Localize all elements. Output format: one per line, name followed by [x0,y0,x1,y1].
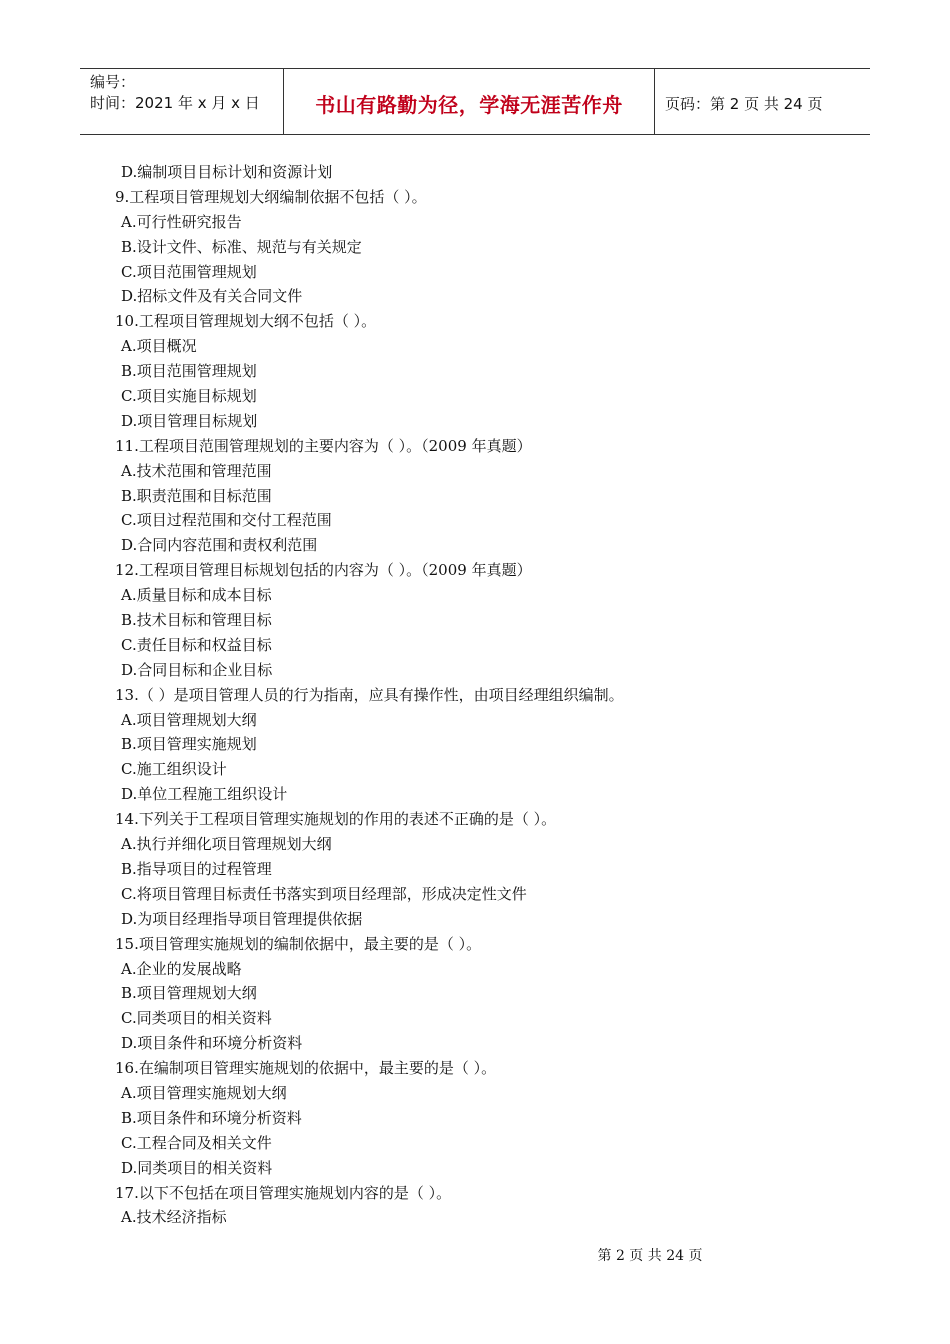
answer-option: C.项目范围管理规划 [121,262,257,281]
answer-option: D.合同目标和企业目标 [121,660,273,679]
answer-option: D.项目管理目标规划 [121,411,258,430]
page-header [80,68,870,135]
answer-option: D.合同内容范围和责权利范围 [121,536,318,555]
question-stem: 12.工程项目管理目标规划包括的内容为（ ）。（2009 年真题） [115,561,532,580]
answer-option: C.责任目标和权益目标 [121,635,272,654]
header-motto-cell [283,69,655,134]
question-stem: 9.工程项目管理规划大纲编制依据不包括（ ）。 [115,187,427,206]
answer-option: B.项目范围管理规划 [121,362,257,381]
question-stem: 10.工程项目管理规划大纲不包括（ ）。 [115,312,377,331]
answer-option: D.同类项目的相关资料 [121,1158,273,1177]
answer-option: A.技术经济指标 [121,1208,227,1227]
header-meta [80,69,283,134]
answer-option: B.设计文件、标准、规范与有关规定 [121,237,362,256]
answer-option: A.企业的发展战略 [121,959,242,978]
answer-option: C.工程合同及相关文件 [121,1133,272,1152]
answer-option: A.项目管理实施规划大纲 [121,1083,287,1102]
question-stem: 16.在编制项目管理实施规划的依据中，最主要的是（ ）。 [115,1059,497,1078]
answer-option: A.执行并细化项目管理规划大纲 [121,835,332,854]
answer-option: B.项目条件和环境分析资料 [121,1108,302,1127]
question-stem: 17.以下不包括在项目管理实施规划内容的是（ ）。 [115,1183,452,1202]
answer-option: D.单位工程施工组织设计 [121,785,288,804]
answer-option: C.项目实施目标规划 [121,387,257,406]
answer-option: A.技术范围和管理范围 [121,461,272,480]
question-stem: 14.下列关于工程项目管理实施规划的作用的表述不正确的是（ ）。 [115,810,557,829]
answer-option: B.技术目标和管理目标 [121,611,272,630]
question-stem: 15.项目管理实施规划的编制依据中，最主要的是（ ）。 [115,934,482,953]
answer-option: C.同类项目的相关资料 [121,1009,272,1028]
footer-page-number: 第 2 页 共 24 页 [597,1248,703,1264]
question-stem: 11.工程项目范围管理规划的主要内容为（ ）。（2009 年真题） [115,436,532,455]
answer-option: D.招标文件及有关合同文件 [121,287,303,306]
answer-option: B.职责范围和目标范围 [121,486,272,505]
page-info-text: 页码：第 2 页 共 24 页 [665,94,823,113]
serial-label: 编号： [90,73,136,91]
answer-option: A.项目概况 [121,337,197,356]
answer-option: C.项目过程范围和交付工程范围 [121,511,332,530]
answer-option: C.施工组织设计 [121,760,227,779]
question-stem: 13.（ ）是项目管理人员的行为指南，应具有操作性，由项目经理组织编制。 [115,685,624,704]
time-label: 时间：2021 年 x 月 x 日 [90,94,260,112]
answer-option: B.指导项目的过程管理 [121,859,272,878]
answer-option: D.编制项目目标计划和资源计划 [121,163,333,181]
answer-option: C.将项目管理目标责任书落实到项目经理部，形成决定性文件 [121,884,527,903]
page-footer [0,1245,950,1265]
answer-option: A.项目管理规划大纲 [121,710,257,729]
answer-option: A.质量目标和成本目标 [121,586,272,605]
header-page-info [655,69,870,134]
answer-option: D.为项目经理指导项目管理提供依据 [121,909,363,928]
question-list [115,160,855,1230]
answer-option: D.项目条件和环境分析资料 [121,1034,303,1053]
answer-option: B.项目管理规划大纲 [121,984,257,1003]
answer-option: B.项目管理实施规划 [121,735,257,754]
motto-text: 书山有路勤为径，学海无涯苦作舟 [315,93,623,117]
answer-option: A.可行性研究报告 [121,212,242,231]
